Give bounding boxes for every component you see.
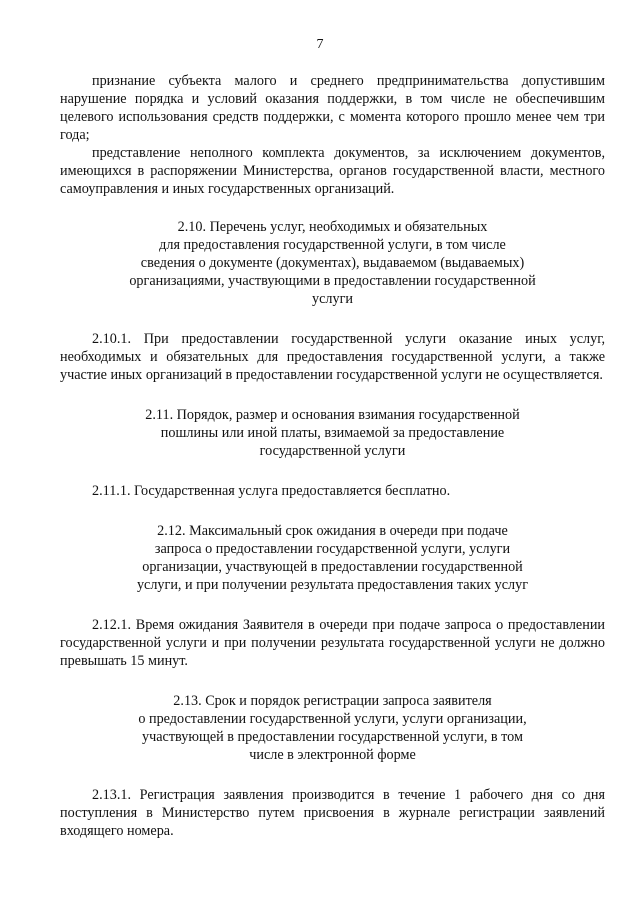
page-number: 7 — [316, 37, 324, 52]
paragraph-2-11-1: 2.11.1. Государственная услуга предоставляется бесплатно. — [92, 483, 451, 499]
heading-line: пошлины или иной платы, взимаемой за предоставление — [160, 425, 505, 441]
section-heading-2-10 — [123, 218, 543, 308]
heading-line: организациями, участвующими в предоставлении государственной — [129, 273, 536, 289]
paragraph-sme-violation: признание субъекта малого и среднего предпринимательства допустившим нарушение порядка и условий оказания поддержки, в том числе не обеспечившим целевого использования средств поддержки, с момента которого прошло менее чем три года; — [60, 73, 605, 143]
heading-line: услуги, и при получении результата предоставления таких услуг — [136, 577, 529, 593]
section-heading-2-12 — [113, 522, 553, 594]
paragraph-2-12-1: 2.12.1. Время ожидания Заявителя в очереди при подаче запроса о предоставлении государственной услуги и при получении результата государственной услуги не должно превышать 15 минут. — [60, 617, 605, 669]
section-heading-2-11 — [123, 406, 543, 460]
heading-line: услуги — [312, 291, 353, 307]
heading-line: организации, участвующей в предоставлении государственной — [142, 559, 523, 575]
heading-line: 2.12. Максимальный срок ожидания в очереди при подаче — [157, 523, 508, 539]
heading-line: государственной услуги — [259, 443, 406, 459]
paragraph-incomplete-documents: представление неполного комплекта документов, за исключением документов, имеющихся в распоряжении Министерства, органов государственной власти, местного самоуправления и иных государственных организаций. — [60, 145, 605, 197]
document-body — [60, 72, 605, 840]
heading-line: 2.10. Перечень услуг, необходимых и обязательных — [177, 219, 488, 235]
heading-line: участвующей в предоставлении государственной услуги, в том — [142, 729, 523, 745]
heading-line: о предоставлении государственной услуги, услуги организации, — [138, 711, 527, 727]
paragraph-2-10-1: 2.10.1. При предоставлении государственной услуги оказание иных услуг, необходимых и обязательных для предоставления государственной услуги, а также участие иных организаций в предоставлении государственной услуги не осуществляется. — [60, 331, 605, 383]
heading-line: сведения о документе (документах), выдаваемом (выдаваемых) — [140, 255, 525, 271]
section-heading-2-13 — [113, 692, 553, 764]
heading-line: запроса о предоставлении государственной услуги, услуги — [154, 541, 511, 557]
heading-line: 2.11. Порядок, размер и основания взимания государственной — [145, 407, 520, 423]
paragraph-2-13-1: 2.13.1. Регистрация заявления производится в течение 1 рабочего дня со дня поступления в Министерство путем присвоения в журнале регистрации заявлений входящего номера. — [60, 787, 605, 839]
heading-line: 2.13. Срок и порядок регистрации запроса заявителя — [173, 693, 492, 709]
heading-line: числе в электронной форме — [249, 747, 416, 763]
heading-line: для предоставления государственной услуги, в том числе — [159, 237, 506, 253]
